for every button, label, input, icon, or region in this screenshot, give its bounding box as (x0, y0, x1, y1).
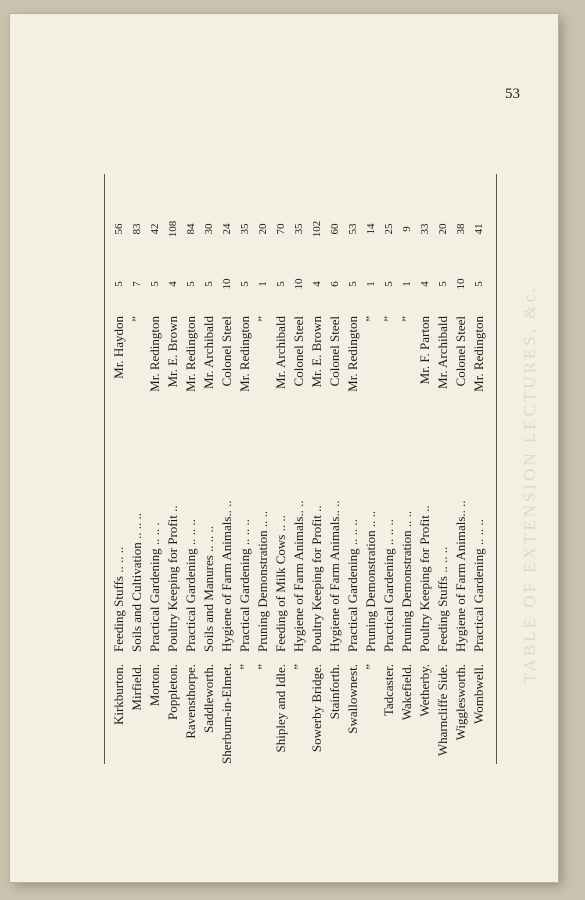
table-row (182, 164, 200, 764)
lecture-count-cell: 7 (131, 281, 143, 287)
place-cell: ” (363, 664, 378, 670)
attendance-cell: 102 (311, 220, 323, 238)
place-cell: Sowerby Bridge. (309, 664, 324, 753)
lecture-count-cell: 1 (365, 281, 377, 287)
attendance-cell: 60 (329, 223, 341, 235)
table-row (434, 164, 452, 764)
place-cell: Wombwell. (471, 664, 486, 724)
lecture-count-cell: 5 (347, 281, 359, 287)
lecturer-cell: Colonel Steel (453, 316, 468, 387)
place-cell: Mirfield. (129, 664, 144, 711)
table-row (344, 164, 362, 764)
attendance-cell: 42 (149, 223, 161, 235)
subject-cell: Feeding Stuffs .. .. .. (435, 546, 450, 652)
subject-cell: Soils and Cultivation .. .. .. (129, 512, 144, 652)
lecturer-cell: Mr. Archibald (273, 316, 288, 389)
place-cell: Wigglesworth. (453, 664, 468, 741)
lecture-count-cell: 1 (401, 281, 413, 287)
lecture-count-cell: 5 (473, 281, 485, 287)
place-cell: Swallownest. (345, 664, 360, 734)
lecturer-cell: ” (381, 316, 396, 322)
lecturer-cell: ” (129, 316, 144, 322)
attendance-cell: 83 (131, 223, 143, 235)
place-cell: Stainforth. (327, 664, 342, 720)
lecturer-cell: Mr. Redington (345, 316, 360, 392)
lecturer-cell: Mr. E. Brown (309, 316, 324, 388)
lecture-count-cell: 5 (383, 281, 395, 287)
book-page (10, 14, 558, 882)
table-row (272, 164, 290, 764)
attendance-cell: 35 (293, 223, 305, 235)
lecture-count-cell: 4 (167, 281, 179, 287)
table-row (308, 164, 326, 764)
lecturer-cell: ” (255, 316, 270, 322)
subject-cell: Pruning Demonstration .. .. (399, 510, 414, 652)
lecture-count-cell: 10 (221, 278, 233, 290)
place-cell: Morton. (147, 664, 162, 707)
attendance-cell: 38 (455, 223, 467, 235)
lecturer-cell: Mr. Redington (183, 316, 198, 392)
lecturer-cell: Colonel Steel (327, 316, 342, 387)
lecturer-cell: Mr. F. Parton (417, 316, 432, 385)
subject-cell: Feeding of Milk Cows .. .. (273, 515, 288, 652)
place-cell: Tadcaster. (381, 664, 396, 717)
attendance-cell: 56 (113, 223, 125, 235)
subject-cell: Poultry Keeping for Profit .. (417, 505, 432, 652)
place-cell: Sherburn-in-Elmet. (219, 663, 234, 764)
lecture-count-cell: 5 (185, 281, 197, 287)
show-through-heading: TABLE OF EXTENSION LECTURES, &c. (520, 284, 539, 684)
lecturer-cell: Mr. E. Brown (165, 316, 180, 388)
lecture-count-cell: 10 (293, 278, 305, 290)
lecturer-cell: Mr. Redington (237, 316, 252, 392)
place-cell: Ravensthorpe. (183, 664, 198, 739)
place-cell: Poppleton. (165, 664, 180, 720)
table-row (218, 164, 236, 764)
lecture-count-cell: 5 (203, 281, 215, 287)
lecture-count-cell: 6 (329, 281, 341, 287)
subject-cell: Poultry Keeping for Profit .. (165, 505, 180, 652)
lecturer-cell: Mr. Haydon (111, 316, 126, 379)
lecture-count-cell: 1 (257, 281, 269, 287)
place-cell: Wetherby. (417, 664, 432, 717)
attendance-cell: 35 (239, 223, 251, 235)
attendance-cell: 9 (401, 226, 413, 232)
table-row (128, 164, 146, 764)
subject-cell: Practical Gardening .. .. . (147, 522, 162, 652)
place-cell: Saddleworth. (201, 664, 216, 733)
table-row (470, 164, 488, 764)
place-cell: ” (237, 664, 252, 670)
table-row (200, 164, 218, 764)
table-row (362, 164, 380, 764)
attendance-cell: 33 (419, 223, 431, 235)
attendance-cell: 53 (347, 223, 359, 235)
subject-cell: Pruning Demonstration .. .. (363, 510, 378, 652)
lecture-count-cell: 5 (437, 281, 449, 287)
subject-cell: Soils and Manures .. .. .. (201, 525, 216, 652)
lecture-count-cell: 10 (455, 278, 467, 290)
lecturer-cell: Mr. Redington (147, 316, 162, 392)
place-cell: ” (255, 664, 270, 670)
attendance-cell: 108 (167, 220, 179, 238)
lecture-count-cell: 4 (311, 281, 323, 287)
page-number: 53 (505, 86, 520, 102)
lecturer-cell: Colonel Steel (219, 316, 234, 387)
subject-cell: Practical Gardening .. .. .. (237, 519, 252, 652)
place-cell: Kirkburton. (111, 664, 126, 726)
attendance-cell: 24 (221, 223, 233, 235)
subject-cell: Hygiene of Farm Animals.. .. (327, 500, 342, 652)
table-row (290, 164, 308, 764)
table-row (416, 164, 434, 764)
table-row (236, 164, 254, 764)
lecturer-cell: Colonel Steel (291, 316, 306, 387)
table-row (164, 164, 182, 764)
attendance-cell: 70 (275, 223, 287, 235)
subject-cell: Pruning Demonstration .. .. (255, 510, 270, 652)
subject-cell: Hygiene of Farm Animals.. .. (291, 500, 306, 652)
lecture-count-cell: 5 (149, 281, 161, 287)
table-row (146, 164, 164, 764)
attendance-cell: 84 (185, 223, 197, 235)
lecturer-cell: Mr. Archibald (201, 316, 216, 389)
attendance-cell: 30 (203, 223, 215, 235)
subject-cell: Hygiene of Farm Animals.. .. (453, 500, 468, 652)
attendance-cell: 20 (437, 223, 449, 235)
lecturer-cell: Mr. Redington (471, 316, 486, 392)
lecture-count-cell: 5 (113, 281, 125, 287)
lectures-table (110, 164, 510, 764)
attendance-cell: 14 (365, 223, 377, 235)
subject-cell: Practical Gardening .. .. .. (471, 519, 486, 652)
subject-cell: Practical Gardening .. .. .. (381, 519, 396, 652)
table-row (326, 164, 344, 764)
attendance-cell: 41 (473, 223, 485, 235)
table-row (110, 164, 128, 764)
place-cell: Wharncliffe Side. (435, 664, 450, 757)
subject-cell: Practical Gardening .. .. .. (183, 519, 198, 652)
place-cell: ” (291, 664, 306, 670)
table-row (380, 164, 398, 764)
lecturer-cell: ” (399, 316, 414, 322)
subject-cell: Feeding Stuffs .. .. .. (111, 546, 126, 652)
place-cell: Shipley and Idle. (273, 664, 288, 753)
table-rule-top (104, 174, 105, 764)
attendance-cell: 25 (383, 223, 395, 235)
table-row (398, 164, 416, 764)
lecture-count-cell: 5 (239, 281, 251, 287)
place-cell: Wakefield. (399, 664, 414, 721)
attendance-cell: 20 (257, 223, 269, 235)
subject-cell: Practical Gardening .. .. .. (345, 519, 360, 652)
lecture-count-cell: 4 (419, 281, 431, 287)
table-rule-bottom (496, 174, 497, 764)
table-row (452, 164, 470, 764)
table-row (254, 164, 272, 764)
subject-cell: Hygiene of Farm Animals.. .. (219, 500, 234, 652)
lecturer-cell: ” (363, 316, 378, 322)
lecture-count-cell: 5 (275, 281, 287, 287)
subject-cell: Poultry Keeping for Profit .. (309, 505, 324, 652)
lecturer-cell: Mr. Archibald (435, 316, 450, 389)
